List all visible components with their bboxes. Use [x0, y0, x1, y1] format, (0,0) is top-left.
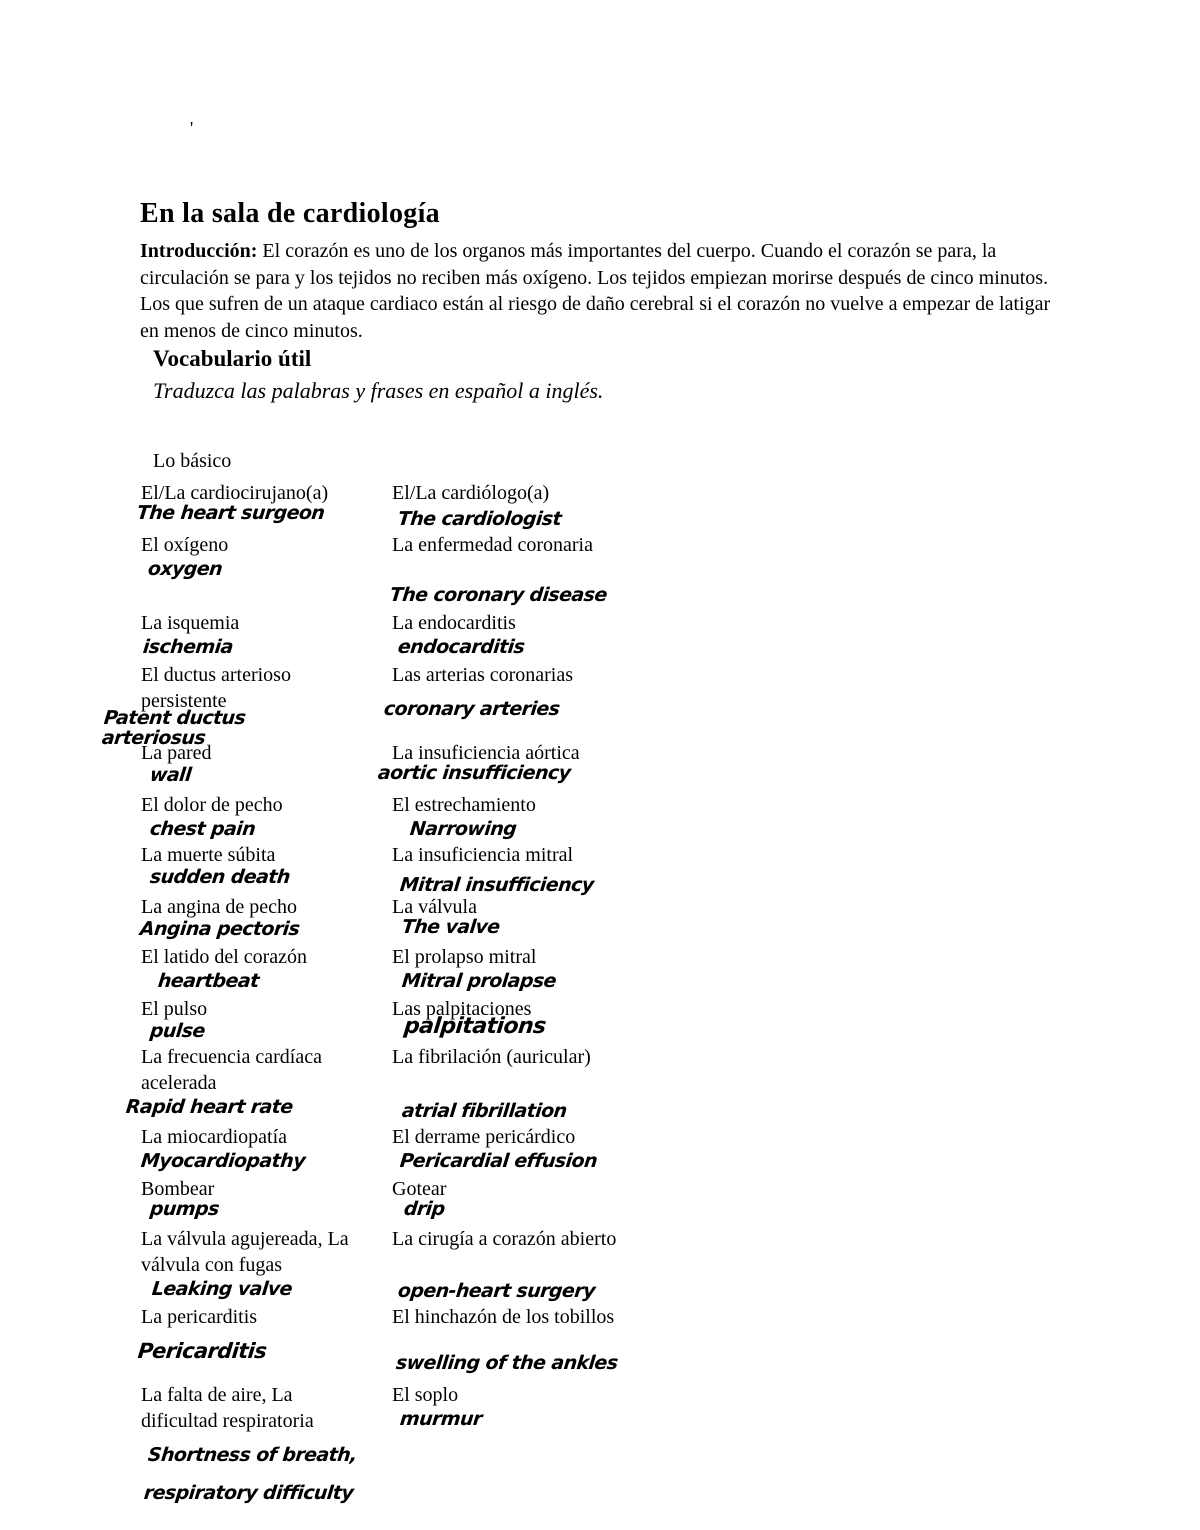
- vocab-term: La miocardiopatía: [141, 1126, 288, 1148]
- vocab-term: La cirugía a corazón abierto: [392, 1228, 617, 1250]
- handwritten-answer: open-heart surgery: [396, 1280, 597, 1302]
- vocab-term: El dolor de pecho: [141, 794, 283, 816]
- vocab-term: Gotear: [392, 1178, 447, 1200]
- vocab-term: La fibrilación (auricular): [392, 1046, 591, 1068]
- handwritten-answer: Leaking valve: [150, 1278, 294, 1300]
- handwritten-answer: Pericardial effusion: [398, 1150, 599, 1172]
- handwritten-answer: chest pain: [148, 818, 257, 840]
- vocab-term: Las palpitaciones: [392, 998, 532, 1020]
- handwritten-answer: Rapid heart rate: [124, 1096, 294, 1118]
- vocab-term: El pulso: [141, 998, 208, 1020]
- vocab-term: El/La cardiólogo(a): [392, 482, 550, 504]
- vocab-term: El estrechamiento: [392, 794, 536, 816]
- vocab-term: La enfermedad coronaria: [392, 534, 593, 556]
- handwritten-answer: The heart surgeon: [135, 502, 326, 524]
- vocab-term: Bombear: [141, 1178, 215, 1200]
- vocab-term: La angina de pecho: [141, 896, 298, 918]
- vocab-term: La pared: [141, 742, 212, 764]
- handwritten-answer: swelling of the ankles: [394, 1352, 619, 1374]
- handwritten-answer: Shortness of breath, respiratory difficulty: [142, 1444, 358, 1504]
- handwritten-answer: pulse: [148, 1020, 206, 1042]
- handwritten-answer: ischemia: [141, 636, 234, 658]
- handwritten-answer: murmur: [398, 1408, 483, 1430]
- vocab-term: La válvula: [392, 896, 477, 918]
- handwritten-answer: The coronary disease: [388, 584, 608, 606]
- handwritten-answer: oxygen: [146, 558, 224, 580]
- vocab-term: La válvula agujereada, La válvula con fugas: [141, 1228, 349, 1276]
- handwritten-answer: wall: [148, 764, 193, 786]
- vocab-term: El latido del corazón: [141, 946, 308, 968]
- handwritten-answer: palpitations: [402, 1014, 547, 1039]
- handwritten-answer: Mitral insufficiency: [398, 874, 595, 896]
- vocab-term: El derrame pericárdico: [392, 1126, 576, 1148]
- handwritten-answer: Pericarditis: [136, 1339, 268, 1363]
- handwritten-answer: Angina pectoris: [138, 918, 301, 940]
- intro-text: El corazón es uno de los organos más importantes del cuerpo. Cuando el corazón se para, la circulación se para y los tejidos no reciben más oxígeno. Los tejidos empiezan morirse después de cinco minutos. Los que sufren de un ataque cardiaco están al riesgo de daño cerebral si el corazón no vuelve a empezar de latigar en menos de cinco minutos.: [140, 240, 1051, 342]
- handwritten-answer: pumps: [148, 1198, 220, 1220]
- vocabulary-heading: Vocabulario útil: [153, 346, 312, 371]
- vocab-term: El/La cardiocirujano(a): [141, 482, 329, 504]
- vocab-term: El ductus arterioso persistente: [141, 664, 291, 712]
- vocab-term: La pericarditis: [141, 1306, 258, 1328]
- vocab-term: El oxígeno: [141, 534, 229, 556]
- handwritten-answer: Patent ductus arteriosus: [100, 707, 247, 749]
- vocab-term: La falta de aire, La dificultad respiratoria: [141, 1384, 314, 1432]
- handwritten-answer: sudden death: [148, 866, 291, 888]
- vocab-term: El hinchazón de los tobillos: [392, 1306, 615, 1328]
- intro-label: Introducción:: [140, 240, 258, 262]
- vocab-term: La frecuencia cardíaca acelerada: [141, 1046, 322, 1094]
- vocab-term: La muerte súbita: [141, 844, 276, 866]
- vocab-term: La insuficiencia aórtica: [392, 742, 580, 764]
- vocab-term: La endocarditis: [392, 612, 516, 634]
- handwritten-answer: drip: [402, 1198, 446, 1220]
- handwritten-answer: The cardiologist: [396, 508, 563, 530]
- vocab-term: El prolapso mitral: [392, 946, 537, 968]
- stray-mark: ': [190, 118, 194, 138]
- vocab-term: Las arterias coronarias: [392, 664, 574, 686]
- vocab-term: La isquemia: [141, 612, 240, 634]
- handwritten-answer: atrial fibrillation: [400, 1100, 568, 1122]
- handwritten-answer: heartbeat: [156, 970, 260, 992]
- handwritten-answer: aortic insufficiency: [376, 762, 572, 784]
- handwritten-answer: Narrowing: [408, 818, 518, 840]
- handwritten-answer: endocarditis: [396, 636, 526, 658]
- vocab-term: El soplo: [392, 1384, 459, 1406]
- handwritten-answer: Myocardiopathy: [139, 1150, 307, 1172]
- vocab-term: La insuficiencia mitral: [392, 844, 574, 866]
- page-title: En la sala de cardiología: [140, 198, 440, 229]
- handwritten-answer: Mitral prolapse: [400, 970, 558, 992]
- instruction-text: Traduzca las palabras y frases en español a inglés.: [153, 378, 604, 403]
- handwritten-answer: The valve: [400, 916, 501, 938]
- handwritten-answer: coronary arteries: [382, 698, 561, 720]
- section-label: Lo básico: [153, 450, 232, 472]
